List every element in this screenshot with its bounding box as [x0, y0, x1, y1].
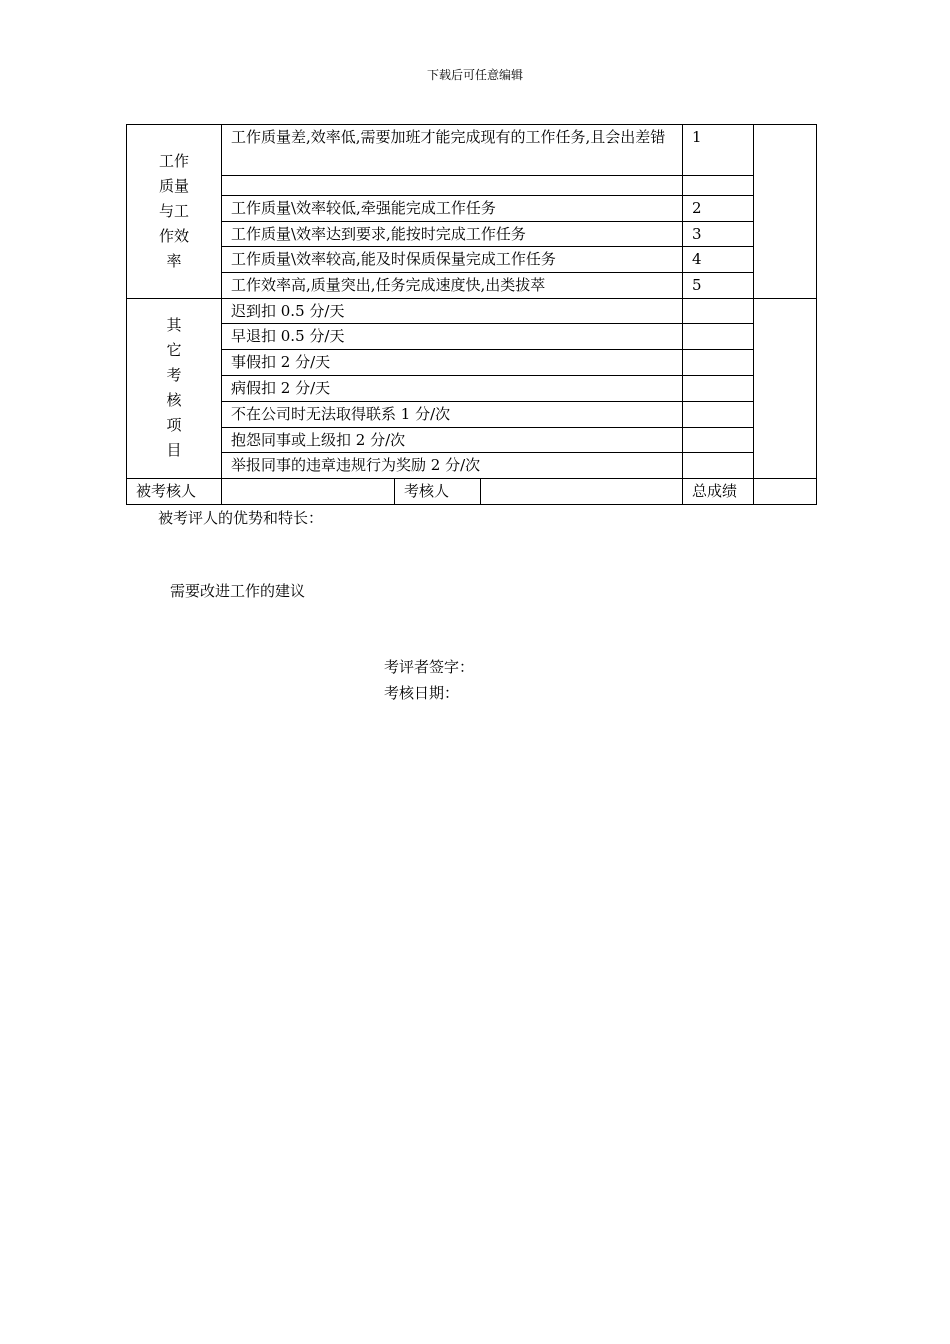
criterion-cell: 早退扣 0.5 分/天	[222, 324, 683, 350]
category-cell	[127, 125, 222, 299]
score-cell	[683, 298, 754, 324]
criterion-cell: 事假扣 2 分/天	[222, 350, 683, 376]
criterion-cell: 工作质量\效率较低,牵强能完成工作任务	[222, 196, 683, 222]
examinee-value	[222, 479, 395, 505]
score-cell: 5	[683, 272, 754, 298]
criterion-cell: 迟到扣 0.5 分/天	[222, 298, 683, 324]
score-cell	[683, 453, 754, 479]
table-row	[127, 196, 817, 222]
score-cell	[683, 176, 754, 196]
table-row	[127, 401, 817, 427]
table-row	[127, 376, 817, 402]
category-label: 工作质量与工作效率	[158, 151, 189, 270]
table-row	[127, 350, 817, 376]
criterion-cell: 病假扣 2 分/天	[222, 376, 683, 402]
total-value	[754, 479, 817, 505]
examinee-label: 被考核人	[127, 479, 222, 505]
criterion-cell: 工作效率高,质量突出,任务完成速度快,出类拔萃	[222, 272, 683, 298]
result-cell	[754, 125, 817, 299]
score-cell	[683, 427, 754, 453]
improvement-label: 需要改进工作的建议	[170, 582, 306, 600]
table-footer-row	[127, 479, 817, 505]
criterion-cell: 抱怨同事或上级扣 2 分/次	[222, 427, 683, 453]
score-cell: 3	[683, 221, 754, 247]
table-row	[127, 176, 817, 196]
score-cell: 2	[683, 196, 754, 222]
criterion-cell: 工作质量\效率较高,能及时保质保量完成工作任务	[222, 247, 683, 273]
result-cell	[754, 298, 817, 479]
score-cell	[683, 350, 754, 376]
signature-label: 考评者签字：	[384, 658, 475, 676]
table-row	[127, 247, 817, 273]
score-cell	[683, 376, 754, 402]
table-row	[127, 125, 817, 176]
table-row	[127, 324, 817, 350]
date-label: 考核日期：	[384, 684, 460, 702]
category-cell	[127, 298, 222, 479]
criterion-cell: 举报同事的违章违规行为奖励 2 分/次	[222, 453, 683, 479]
score-cell: 1	[683, 125, 754, 176]
examiner-label: 考核人	[395, 479, 481, 505]
criterion-cell	[222, 176, 683, 196]
category-label: 其它考核项目	[166, 316, 182, 460]
header-note: 下载后可任意编辑	[426, 68, 523, 82]
table-row	[127, 298, 817, 324]
score-cell	[683, 401, 754, 427]
table-row	[127, 221, 817, 247]
criterion-cell: 工作质量差,效率低,需要加班才能完成现有的工作任务,且会出差错	[222, 125, 683, 176]
criterion-cell: 工作质量\效率达到要求,能按时完成工作任务	[222, 221, 683, 247]
table-row	[127, 453, 817, 479]
table-row	[127, 272, 817, 298]
strengths-label: 被考评人的优势和特长：	[158, 509, 324, 527]
evaluation-table	[126, 124, 817, 505]
table-row	[127, 427, 817, 453]
examiner-value	[481, 479, 683, 505]
total-label: 总成绩	[683, 479, 754, 505]
criterion-cell: 不在公司时无法取得联系 1 分/次	[222, 401, 683, 427]
score-cell: 4	[683, 247, 754, 273]
score-cell	[683, 324, 754, 350]
